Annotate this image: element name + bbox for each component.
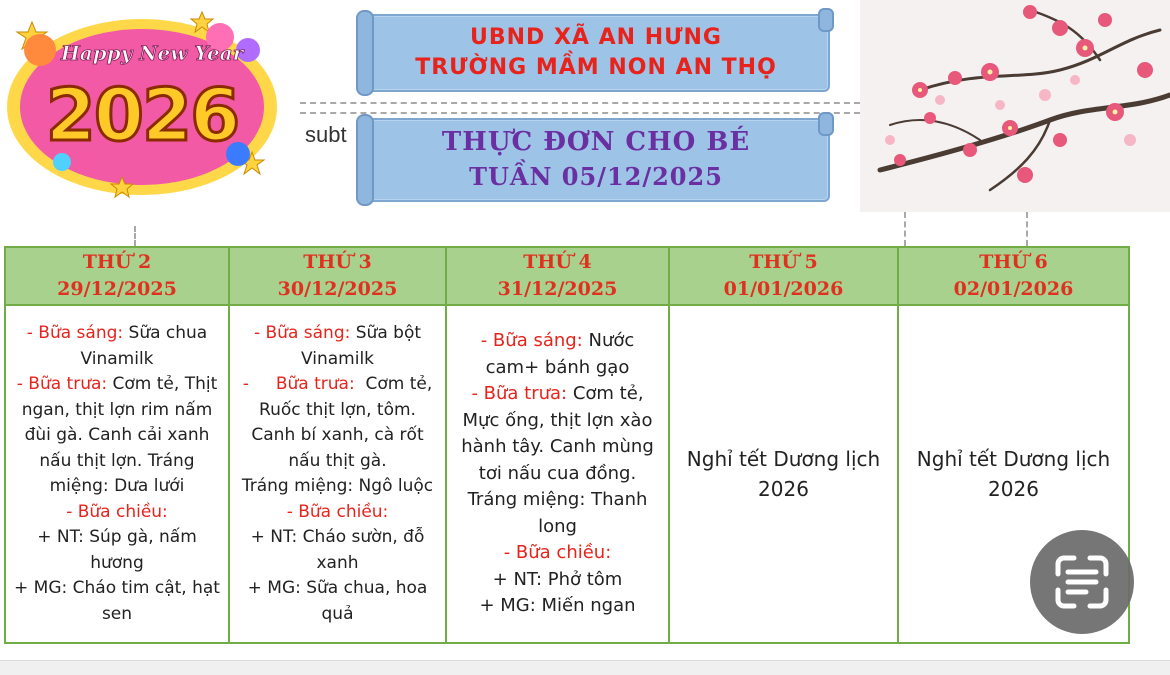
school-name: TRƯỜNG MẦM NON AN THỌ [415, 55, 777, 80]
afternoon-label: - Bữa chiều: [286, 501, 389, 522]
lunch-label: - Bữa trưa: [471, 383, 568, 405]
day-date: 02/01/2026 [953, 278, 1074, 300]
dessert-line: Tráng miệng: Ngô luộc [241, 476, 434, 496]
table-header-row [5, 247, 1129, 305]
afternoon-nt: + NT: Phở tôm [492, 568, 623, 590]
day-date: 29/12/2025 [57, 278, 177, 300]
day-header-thu [669, 247, 898, 305]
menu-cell-mon [5, 305, 229, 643]
breakfast-line [455, 328, 660, 381]
lunch-label: - Bữa trưa: [16, 374, 108, 394]
afternoon-nt: + NT: Cháo sườn, đỗ xanh [250, 527, 425, 573]
dashed-connector-right-a [904, 212, 906, 246]
text-scan-icon [1030, 530, 1134, 634]
stray-subtitle-fragment: subt [305, 122, 347, 147]
day-name: THỨ 6 [979, 251, 1048, 273]
holiday-note: Nghỉ tết Dương lịch 2026 [686, 447, 881, 501]
dashed-connector-right-b [1026, 212, 1028, 246]
menu-title: THỰC ĐƠN CHO BÉ [441, 127, 751, 157]
breakfast-label: - Bữa sáng: [480, 330, 583, 352]
afternoon-nt: + NT: Súp gà, nấm hương [37, 527, 197, 573]
day-name: THỨ 4 [523, 251, 592, 273]
afternoon-mg: + MG: Cháo tim cật, hạt sen [14, 578, 220, 624]
breakfast-label: - Bữa sáng: [26, 323, 124, 343]
lunch-label: - Bữa trưa: [242, 374, 355, 394]
breakfast-text: Sữa bột Vinamilk [300, 323, 422, 369]
dashed-divider-mid [300, 112, 860, 114]
scroll-roll-left [356, 10, 374, 96]
breakfast-line [238, 321, 437, 372]
lunch-text: Cơm tẻ, Thịt ngan, thịt lợn rim nấm đùi gà. Canh cải xanh nấu thịt lợn. Tráng miệng: Dưa lưới [21, 374, 218, 496]
menu-week: TUẦN 05/12/2025 [469, 162, 723, 191]
breakfast-text: Nước cam+ bánh gạo [485, 330, 635, 378]
table-row [5, 305, 1129, 643]
bottom-bar [0, 660, 1170, 675]
scroll-roll-right [818, 8, 834, 32]
dashed-connector-left [134, 226, 136, 246]
day-date: 30/12/2025 [277, 278, 398, 300]
lunch-line [455, 381, 660, 540]
lunch-text: Cơm tẻ, Mực ống, thịt lợn xào hành tây. Canh mùng tơi nấu cua đồng. Tráng miệng: Thanh long [461, 383, 654, 537]
afternoon-mg: + MG: Miến ngan [479, 595, 636, 617]
badge-year: 2026 [45, 73, 239, 157]
day-name: THỨ 3 [303, 251, 372, 273]
day-date: 01/01/2026 [723, 278, 844, 300]
day-name: THỨ 2 [82, 251, 152, 273]
menu-title-banner [362, 118, 830, 202]
breakfast-text: Sữa chua Vinamilk [80, 323, 208, 369]
lunch-line [238, 372, 437, 474]
badge-greeting: Happy New Year [60, 41, 244, 65]
day-header-fri [898, 247, 1129, 305]
weekly-menu-table [4, 246, 1130, 644]
breakfast-label: - Bữa sáng: [253, 323, 351, 343]
day-header-mon [5, 247, 229, 305]
text-scan-button[interactable] [1030, 530, 1134, 634]
menu-cell-wed [446, 305, 669, 643]
day-header-wed [446, 247, 669, 305]
afternoon-label: - Bữa chiều: [503, 542, 612, 564]
menu-cell-thu [669, 305, 898, 643]
lunch-line [14, 372, 220, 500]
scroll-roll-left [356, 114, 374, 206]
peach-blossom-image [860, 0, 1170, 212]
breakfast-line [14, 321, 220, 372]
new-year-badge-image [2, 2, 302, 202]
commune-name: UBND XÃ AN HƯNG [470, 25, 722, 50]
dashed-divider-top [300, 102, 860, 104]
holiday-note: Nghỉ tết Dương lịch 2026 [916, 447, 1111, 501]
day-date: 31/12/2025 [497, 278, 618, 300]
afternoon-label: - Bữa chiều: [66, 501, 168, 522]
day-header-tue [229, 247, 446, 305]
scroll-roll-right [818, 112, 834, 136]
day-name: THỨ 5 [749, 251, 818, 273]
menu-cell-tue [229, 305, 446, 643]
lunch-text: Cơm tẻ, Ruốc thịt lợn, tôm. Canh bí xanh, cà rốt nấu thịt gà. [251, 374, 438, 471]
school-header-banner [362, 14, 830, 92]
afternoon-mg: + MG: Sữa chua, hoa quả [247, 578, 428, 624]
